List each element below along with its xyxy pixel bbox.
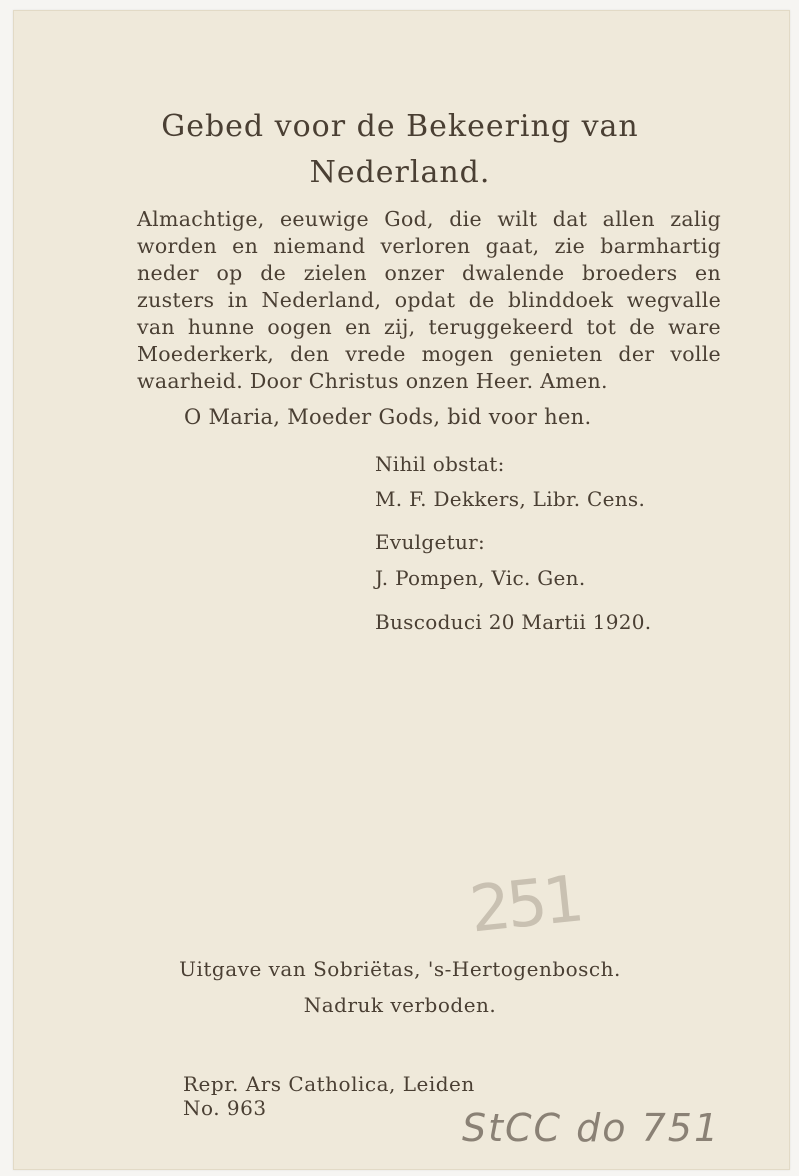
marian-invocation: O Maria, Moeder Gods, bid voor hen. — [184, 405, 592, 429]
censor-name: M. F. Dekkers, Libr. Cens. — [375, 487, 646, 511]
evulgetur-label: Evulgetur: — [375, 530, 486, 554]
prayer-title — [110, 104, 690, 196]
prayer-body: Almachtige, eeuwige God, die wilt dat allen zalig worden en niemand verloren gaat, zie barmhartig neder op de zielen onzer dwalende broeders en zusters in Nederland, opdat de blinddoek wegvalle van hunne oogen en zij, teruggekeerd tot de ware Moederkerk, den vrede mogen genieten der volle waarheid. Door Christus onzen Heer. Amen. — [137, 207, 721, 393]
repro-line: Repr. Ars Catholica, Leiden No. 963 — [183, 1072, 475, 1120]
publisher-line: Uitgave van Sobriëtas, 's-Hertogenbosch. — [179, 957, 621, 981]
vicar-name: J. Pompen, Vic. Gen. — [375, 566, 586, 590]
nihil-obstat-label: Nihil obstat: — [375, 452, 505, 476]
reprint-notice: Nadruk verboden. — [303, 993, 497, 1017]
catalog-mark: StCC do 751 — [462, 1106, 721, 1150]
title-line-2: Nederland. — [309, 155, 491, 190]
place-date: Buscoduci 20 Martii 1920. — [375, 610, 652, 634]
title-line-1: Gebed voor de Bekeering van — [161, 109, 639, 144]
pencil-number: 251 — [466, 862, 584, 948]
